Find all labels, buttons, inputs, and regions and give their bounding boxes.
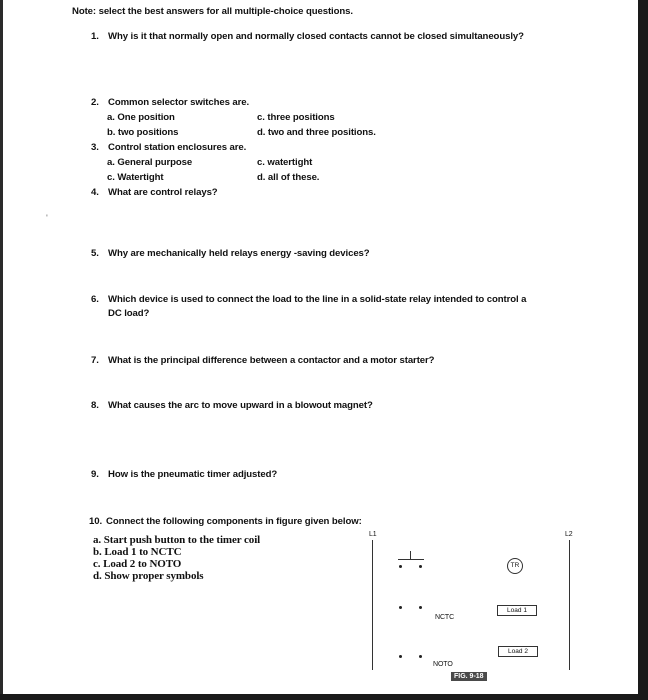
page-left-edge [0,0,3,700]
margin-mark: ' [46,213,48,224]
pushbutton-right-terminal [419,565,422,568]
q10-text: Connect the following components in figure given below: [106,516,362,527]
timer-coil: TR [507,558,523,574]
q9-text: How is the pneumatic timer adjusted? [108,469,278,480]
nctc-label: NCTC [435,614,455,621]
q4-number: 4. [91,187,99,198]
l2-label: L2 [565,531,573,538]
q6-text-line1: Which device is used to connect the load to the line in a solid-state relay intended to control a [108,294,527,305]
q7-text: What is the principal difference between a contactor and a motor starter? [108,355,435,366]
q10-item-c: c. Load 2 to NOTO [93,558,182,570]
q6-text-line2: DC load? [108,308,150,319]
q2-option-d: d. two and three positions. [257,127,376,138]
q3-option-a: a. General purpose [107,157,193,168]
pushbutton-stem [410,551,411,560]
q5-number: 5. [91,248,99,259]
noto-left-terminal [399,655,402,658]
q2-option-b: b. two positions [107,127,179,138]
q3-option-c: c. watertight [257,157,313,168]
page-bottom-edge [0,694,648,700]
q2-option-c: c. three positions [257,112,335,123]
q4-text: What are control relays? [108,187,218,198]
q10-item-b: b. Load 1 to NCTC [93,546,182,558]
q7-number: 7. [91,355,99,366]
q2-text: Common selector switches are. [108,97,250,108]
q6-number: 6. [91,294,99,305]
pushbutton-left-terminal [399,565,402,568]
l1-rail [372,540,373,670]
q2-number: 2. [91,97,99,108]
noto-right-terminal [419,655,422,658]
q1-text: Why is it that normally open and normally closed contacts cannot be closed simultaneously? [108,31,524,42]
q3-option-d: d. all of these. [257,172,320,183]
q10-item-a: a. Start push button to the timer coil [93,534,261,546]
note-heading: Note: select the best answers for all multiple-choice questions. [72,6,353,17]
noto-label: NOTO [433,661,453,668]
q3-text: Control station enclosures are. [108,142,247,153]
figure-label: FIG. 9-18 [451,672,487,681]
q8-number: 8. [91,400,99,411]
l2-rail [569,540,570,670]
load2-box: Load 2 [498,646,538,657]
q2-option-a: a. One position [107,112,175,123]
q3-number: 3. [91,142,99,153]
q8-text: What causes the arc to move upward in a blowout magnet? [108,400,373,411]
nctc-left-terminal [399,606,402,609]
q10-number: 10. [89,516,103,527]
pushbutton-bar [398,559,424,560]
page-right-edge [638,0,648,700]
nctc-right-terminal [419,606,422,609]
load1-box: Load 1 [497,605,537,616]
q10-item-d: d. Show proper symbols [93,570,204,582]
q1-number: 1. [91,31,99,42]
q3-option-b: c. Watertight [107,172,164,183]
l1-label: L1 [369,531,377,538]
q5-text: Why are mechanically held relays energy -saving devices? [108,248,370,259]
q9-number: 9. [91,469,99,480]
